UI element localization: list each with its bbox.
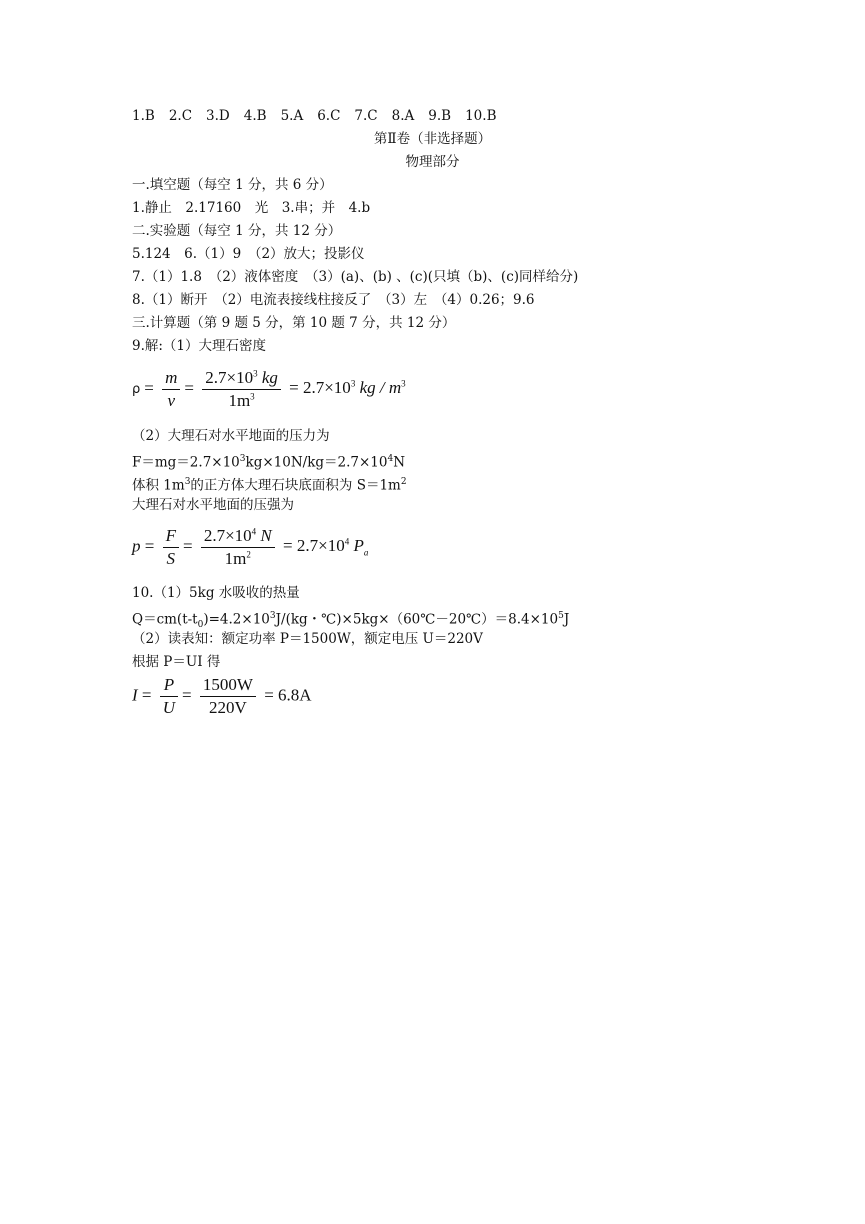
mc-answer: 6.C <box>317 108 341 124</box>
area-statement: 体积 $1m^3$的正方体大理石块底面积为 $S=1m^2$ <box>132 477 407 494</box>
q9-intro: 9.解:（1）大理石密度 <box>132 338 267 354</box>
experiment-answer-line: 5.124 6.（1）9 （2）放大；投影仪 <box>132 246 365 262</box>
formula-lhs: ρ <box>132 382 141 398</box>
formula-rhs: = $2.7\times 10^3$ kg / $m^3$ <box>289 378 406 398</box>
formula-lhs: I <box>132 685 138 705</box>
fraction: $\frac{F}{S}$ <box>163 526 179 569</box>
section-heading-fill-in: 一.填空题（每空 1 分，共 6 分） <box>132 177 333 193</box>
q9-part2: （2）大理石对水平地面的压力为 <box>132 428 330 444</box>
volume-title: 第Ⅱ卷（非选择题） <box>373 131 492 147</box>
mc-answer: 3.D <box>206 108 230 124</box>
mc-answer: 7.C <box>354 108 378 124</box>
mc-answer: 5.A <box>280 108 304 124</box>
mc-answer: 10.B <box>465 108 497 124</box>
fraction: $\frac{1500W}{220V}$ <box>200 675 256 718</box>
mc-answer: 4.B <box>243 108 267 124</box>
mc-answer: 8.A <box>391 108 415 124</box>
q10-part3: 根据 P＝UI 得 <box>132 654 221 670</box>
mc-answers <box>132 107 510 125</box>
formula-lhs: p <box>132 536 141 556</box>
heat-calculation: $Q=cm(t-t_0)=4.2\times 10^3J/(kg$・$℃)\times 5kg\times(60℃-20℃)=8.4\times 10^5J$ <box>132 611 570 631</box>
experiment-answer-line: 7.（1）1.8 （2）液体密度 （3）(a)、(b) 、(c)(只填（b)、(c)同样给分) <box>132 269 579 285</box>
formula-rhs: = 6.8A <box>264 685 312 705</box>
part-title: 物理部分 <box>405 154 460 170</box>
pressure-formula: p = $\frac{F}{S}$ = $\frac{2.7\times 10^4 N}{1m^2}$ = $2.7\times 10^4$ $P_a$ <box>132 526 369 568</box>
section-heading-calculation: 三.计算题（第 9 题 5 分，第 10 题 7 分，共 12 分） <box>132 315 456 331</box>
fraction: $\frac{P}{U}$ <box>160 675 178 718</box>
q10-part2: （2）读表知：额定功率 P＝1500W，额定电压 U＝220V <box>132 631 483 647</box>
mc-answer: 1.B <box>132 108 155 124</box>
section-heading-experiment: 二.实验题（每空 1 分，共 12 分） <box>132 223 342 239</box>
q10-part1: 10.（1）5kg 水吸收的热量 <box>132 585 300 601</box>
fraction: $\frac{2.7\times 10^3 kg}{1m^3}$ <box>202 368 281 411</box>
mc-answer: 9.B <box>428 108 452 124</box>
fraction: $\frac{2.7\times 10^4 N}{1m^2}$ <box>201 526 275 569</box>
current-formula: I = $\frac{P}{U}$ = $\frac{1500W}{220V}$ = 6.8A <box>132 675 312 717</box>
pressure-intro: 大理石对水平地面的压强为 <box>132 497 294 513</box>
experiment-answer-line: 8.（1）断开 （2）电流表接线柱接反了 （3）左 （4）0.26；9.6 <box>132 292 535 308</box>
fraction: $\frac{m}{v}$ <box>162 368 180 411</box>
fill-in-answers: 1.静止 2.17160 光 3.串；并 4.b <box>132 200 371 216</box>
formula-rhs: = $2.7\times 10^4$ $P_a$ <box>283 536 369 558</box>
mc-answer: 2.C <box>168 108 193 124</box>
density-formula: ρ = $\frac{m}{v}$ = $\frac{2.7\times 10^3 kg}{1m^3}$ = $2.7\times 10^3$ kg / $m^3$ <box>132 368 406 410</box>
force-calculation: $F=mg=2.7\times 10^3kg\times 10N/kg=2.7\times 10^4N$ <box>132 454 406 471</box>
